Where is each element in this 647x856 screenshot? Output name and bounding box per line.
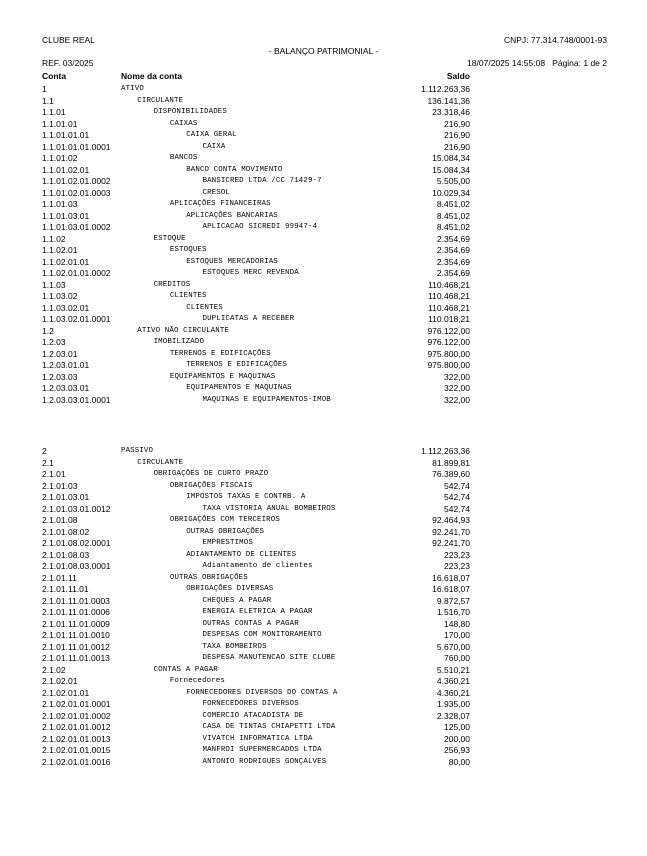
account-name: ESTOQUES MERC REVENDA [202,269,299,277]
account-code: 2.1.02.01.01.0015 [42,745,111,755]
account-name: CHEQUES A PAGAR [202,596,272,605]
account-name: CLIENTES [169,292,207,300]
account-name: OBRIGAÇÕES FISCAIS [169,481,253,490]
account-code: 1.1.01.02 [42,153,78,163]
account-code: 2.1.01.11.01.0003 [42,595,110,606]
account-name: IMPOSTOS TAXAS E CONTRB. A [186,493,306,501]
account-code: 1.1.02.01 [42,245,78,255]
account-balance: 542,74 [444,480,470,491]
account-name: CASA DE TINTAS CHIAPETTI LTDA [202,723,336,731]
account-name: BANCOS [169,154,198,162]
account-code: 2.1.01.11.01.0012 [42,641,110,652]
account-balance: 15.084,34 [432,153,470,163]
account-name: ESTOQUE [153,234,186,243]
ativo-account-row [42,268,470,280]
account-balance: 110.018,21 [428,314,470,324]
account-code: 1.1.03.02 [42,291,78,301]
ativo-account-row [42,199,470,211]
account-name: BANSICRED LTDA /CC 71429-7 [202,177,322,185]
account-balance: 10.029,34 [432,187,470,198]
ativo-account-row [42,395,470,407]
account-name: CREDITOS [153,280,191,289]
ativo-account-row [42,107,470,119]
account-balance: 256,93 [444,745,470,755]
account-name: OUTRAS CONTAS A PAGAR [202,619,299,628]
account-name: CAIXAS [169,119,198,128]
ativo-account-row [42,211,470,223]
account-balance: 76.389,60 [432,469,470,479]
account-balance: 125,00 [444,722,470,732]
account-name: ADIANTAMENTO DE CLIENTES [186,550,297,559]
report-reference: REF. 03/2025 [42,58,94,68]
account-code: 2.1.01.03.01.0012 [42,503,111,514]
account-name: CONTAS A PAGAR [153,665,218,674]
ativo-account-row [42,176,470,188]
account-code: 1.2.03.01.01 [42,360,90,370]
account-code: 2.1.02.01 [42,676,78,686]
account-name: OBRIGAÇÕES DIVERSAS [186,585,274,593]
account-balance: 2.354,69 [436,233,470,244]
account-balance: 1.935,00 [436,699,470,709]
account-name: TAXA BOMBEIROS [202,642,267,651]
account-balance: 223,23 [444,549,470,560]
passivo-account-row [42,642,470,654]
account-code: 1.1.02.01.01.0002 [42,268,111,278]
account-name: TERRENOS E EDIFICAÇÕES [186,361,288,369]
account-name: Adiantamento de clientes [202,562,313,570]
account-balance: 92.241,70 [432,538,470,548]
account-code: 1.1.01 [42,107,66,117]
account-code: 1.1.03.02.01 [42,302,90,313]
ativo-account-row [42,142,470,154]
account-code: 2.1.01.08.02.0001 [42,538,111,548]
ativo-account-row [42,303,470,315]
account-balance: 80,00 [448,756,470,767]
account-code: 2.1.01.11.01.0010 [42,630,110,640]
ativo-account-row [42,84,470,96]
ativo-account-row [42,383,470,395]
ativo-section [42,84,470,406]
report-datetime-page [467,58,607,69]
account-balance: 110.468,21 [428,291,470,301]
account-name: FORNECEDORES DIVERSOS [202,700,299,708]
account-code: 2.1.02.01.01 [42,687,90,698]
account-code: 2.1.01.08.03 [42,549,90,560]
account-name: DESPESA MANUTENCAO SITE CLUBE [202,654,336,662]
account-code: 1.2.03.01 [42,348,78,359]
account-name: TERRENOS E EDIFICAÇÕES [169,349,271,358]
account-code: 2.1.01.03.01 [42,492,90,502]
account-name: APLICAÇÕES FINANCEIRAS [169,200,271,208]
account-balance: 4.360,21 [436,676,470,686]
account-code: 1.2.03.03.01.0001 [42,394,111,405]
account-balance: 5.505,00 [436,176,470,186]
account-balance: 760,00 [444,653,470,663]
account-name: TAXA VISTORIA ANUAL BOMBEIROS [202,504,336,513]
account-balance: 322,00 [444,371,470,382]
account-balance: 81.899,81 [432,457,470,468]
account-name: VIVATCH INFORMATICA LTDA [202,734,313,743]
passivo-account-row [42,711,470,723]
passivo-account-row [42,699,470,711]
account-code: 2.1.02.01.01.0002 [42,710,111,721]
account-code: 1 [42,84,47,94]
passivo-account-row [42,630,470,642]
account-code: 2.1.01.03 [42,480,78,491]
account-name: APLICACAO SICREDI 99947-4 [202,223,318,231]
account-balance: 216,90 [444,118,470,129]
account-balance: 976.122,00 [427,337,470,347]
passivo-account-row [42,584,470,596]
passivo-account-row [42,469,470,481]
company-cnpj: CNPJ: 77.314.748/0001-93 [503,35,607,45]
account-balance: 8.451,02 [436,210,470,221]
account-name: CRESOL [202,188,231,197]
account-name: EMPRESTIMOS [202,539,253,547]
ativo-account-row [42,119,470,131]
column-header-nome: Nome da conta [121,71,182,81]
passivo-account-row [42,745,470,757]
account-balance: 322,00 [444,394,470,405]
company-name: CLUBE REAL [42,35,95,45]
account-balance: 9.872,57 [436,595,470,606]
account-code: 1.1.02 [42,233,66,244]
report-title: - BALANÇO PATRIMONIAL - [268,46,379,56]
account-balance: 200,00 [444,733,470,744]
account-balance: 976.122,00 [427,325,470,336]
account-balance: 975.800,00 [427,360,470,370]
account-code: 2.1.01.11.01.0013 [42,653,110,663]
account-code: 1.1 [42,95,54,106]
account-code: 1.1.03.02.01.0001 [42,314,111,324]
account-name: OBRIGAÇÕES DE CURTO PRAZO [153,470,269,478]
account-name: DUPLICATAS A RECEBER [202,315,295,323]
account-name: ATIVO NÃO CIRCULANTE [137,326,229,335]
account-name: OUTRAS OBRIGAÇÕES [169,573,248,582]
account-name: CAIXA GERAL [186,131,237,139]
account-name: FORNECEDORES DIVERSOS DO CONTAS A [186,688,338,697]
account-balance: 110.468,21 [428,279,470,290]
passivo-account-row [42,458,470,470]
account-balance: 542,74 [444,492,470,502]
passivo-account-row [42,757,470,769]
account-balance: 542,74 [444,503,470,514]
account-balance: 2.354,69 [436,256,470,267]
account-name: EQUIPAMENTOS E MAQUINAS [169,372,276,381]
account-name: IMOBILIZADO [153,338,205,346]
account-balance: 2.328,07 [436,710,470,721]
account-name: CAIXA [202,142,226,151]
account-name: OUTRAS OBRIGAÇÕES [186,527,265,536]
report-datetime: 18/07/2025 14:55:08 [467,58,546,68]
account-name: DESPESAS COM MONITORAMENTO [202,631,322,639]
account-code: 1.1.01.01.01.0001 [42,141,111,152]
passivo-account-row [42,619,470,631]
account-balance: 92.241,70 [432,526,470,537]
account-code: 2 [42,446,47,456]
account-balance: 16.618,07 [432,584,470,594]
account-balance: 4.360,21 [436,687,470,698]
page-number: Página: 1 de 2 [552,58,607,68]
account-name: DISPONIBILIDADES [153,108,227,116]
account-code: 2.1.01.08.02 [42,526,90,537]
passivo-account-row [42,515,470,527]
account-balance: 975.800,00 [427,348,470,359]
passivo-account-row [42,561,470,573]
account-balance: 23.318,46 [432,107,470,117]
ativo-account-row [42,372,470,384]
account-code: 1.1.01.01.01 [42,130,90,140]
account-code: 2.1.02.01.01.0012 [42,722,111,732]
account-name: BANCO CONTA MOVIMENTO [186,165,283,174]
account-balance: 2.354,69 [436,245,470,255]
passivo-account-row [42,734,470,746]
account-balance: 5.510,21 [436,664,470,675]
account-code: 2.1.01 [42,469,66,479]
ativo-account-row [42,130,470,142]
ativo-account-row [42,153,470,165]
passivo-account-row [42,573,470,585]
account-name: MAQUINAS E EQUIPAMENTOS-IMOB [202,395,331,404]
account-code: 1.1.01.03.01 [42,210,90,221]
account-balance: 216,90 [444,130,470,140]
passivo-account-row [42,504,470,516]
account-code: 2.1.01.11 [42,572,77,583]
passivo-account-row [42,446,470,458]
account-balance: 223,23 [444,561,470,571]
ativo-account-row [42,326,470,338]
passivo-account-row [42,492,470,504]
passivo-account-row [42,550,470,562]
account-balance: 8.451,02 [436,199,470,209]
account-name: CIRCULANTE [137,458,184,467]
ativo-account-row [42,234,470,246]
account-code: 2.1.01.08.03.0001 [42,561,111,571]
account-balance: 1.112.263,36 [421,84,470,94]
account-name: Fornecedores [169,677,225,685]
account-code: 2.1.02.01.01.0013 [42,733,111,744]
account-name: CIRCULANTE [137,96,184,105]
ativo-account-row [42,96,470,108]
account-code: 1.1.02.01.01 [42,256,90,267]
account-balance: 2.354,69 [436,268,470,278]
account-name: ESTOQUES MERCADORIAS [186,257,278,266]
account-balance: 1.516,70 [436,607,470,617]
account-balance: 5.670,00 [436,641,470,652]
passivo-account-row [42,722,470,734]
account-code: 1.2.03.03.01 [42,383,90,393]
passivo-account-row [42,676,470,688]
account-name: EQUIPAMENTOS E MAQUINAS [186,384,292,392]
passivo-account-row [42,527,470,539]
account-balance: 110.468,21 [428,302,470,313]
account-code: 1.1.01.02.01.0003 [42,187,111,198]
account-balance: 15.084,34 [432,164,470,175]
account-code: 1.2.03.03 [42,371,78,382]
account-name: ANTONIO RODRIGUES GONÇALVES [202,757,327,766]
account-name: ESTOQUES [169,246,207,254]
account-code: 2.1.01.11.01.0006 [42,607,110,617]
ativo-account-row [42,257,470,269]
account-code: 2.1.01.08 [42,515,78,525]
account-balance: 1.112.263,36 [421,446,470,456]
account-name: ATIVO [121,85,144,93]
account-code: 1.1.01.03.01.0002 [42,222,111,232]
account-balance: 16.618,07 [432,572,470,583]
passivo-account-row [42,688,470,700]
account-code: 2.1.02.01.01.0001 [42,699,111,709]
account-code: 2.1 [42,457,54,468]
account-code: 1.2 [42,325,54,336]
ativo-account-row [42,188,470,200]
passivo-account-row [42,607,470,619]
passivo-account-row [42,665,470,677]
ativo-account-row [42,222,470,234]
account-code: 1.2.03 [42,337,66,347]
account-code: 2.1.01.11.01.0009 [42,618,110,629]
ativo-account-row [42,337,470,349]
ativo-account-row [42,360,470,372]
passivo-section [42,446,470,768]
passivo-account-row [42,538,470,550]
account-balance: 148,80 [444,618,470,629]
column-header-conta: Conta [42,71,67,81]
account-balance: 216,90 [444,141,470,152]
ativo-account-row [42,165,470,177]
account-balance: 136.141,36 [427,95,470,106]
account-name: PASSIVO [121,447,154,455]
account-balance: 322,00 [444,383,470,393]
passivo-account-row [42,481,470,493]
account-balance: 170,00 [444,630,470,640]
account-name: ENERGIA ELETRICA A PAGAR [202,608,313,616]
account-name: COMERCIO ATACADISTA DE [202,711,304,720]
account-name: APLICAÇÕES BANCARIAS [186,211,278,220]
passivo-account-row [42,596,470,608]
account-name: OBRIGAÇÕES COM TERCEIROS [169,516,280,524]
account-name: CLIENTES [186,303,223,312]
account-code: 1.1.01.02.01 [42,164,90,175]
account-balance: 8.451,02 [436,222,470,232]
ativo-account-row [42,349,470,361]
ativo-account-row [42,291,470,303]
account-code: 1.1.01.01 [42,118,78,129]
account-code: 2.1.02 [42,664,66,675]
column-header-saldo: Saldo [446,71,470,81]
account-code: 1.1.01.03 [42,199,78,209]
ativo-account-row [42,245,470,257]
ativo-account-row [42,280,470,292]
account-code: 2.1.01.11.01 [42,584,89,594]
ativo-account-row [42,314,470,326]
account-code: 1.1.03 [42,279,66,290]
account-code: 1.1.01.02.01.0002 [42,176,111,186]
account-balance: 92.464,93 [432,515,470,525]
passivo-account-row [42,653,470,665]
account-code: 2.1.02.01.01.0016 [42,756,111,767]
account-name: MANFROI SUPERMERCADOS LTDA [202,746,322,754]
